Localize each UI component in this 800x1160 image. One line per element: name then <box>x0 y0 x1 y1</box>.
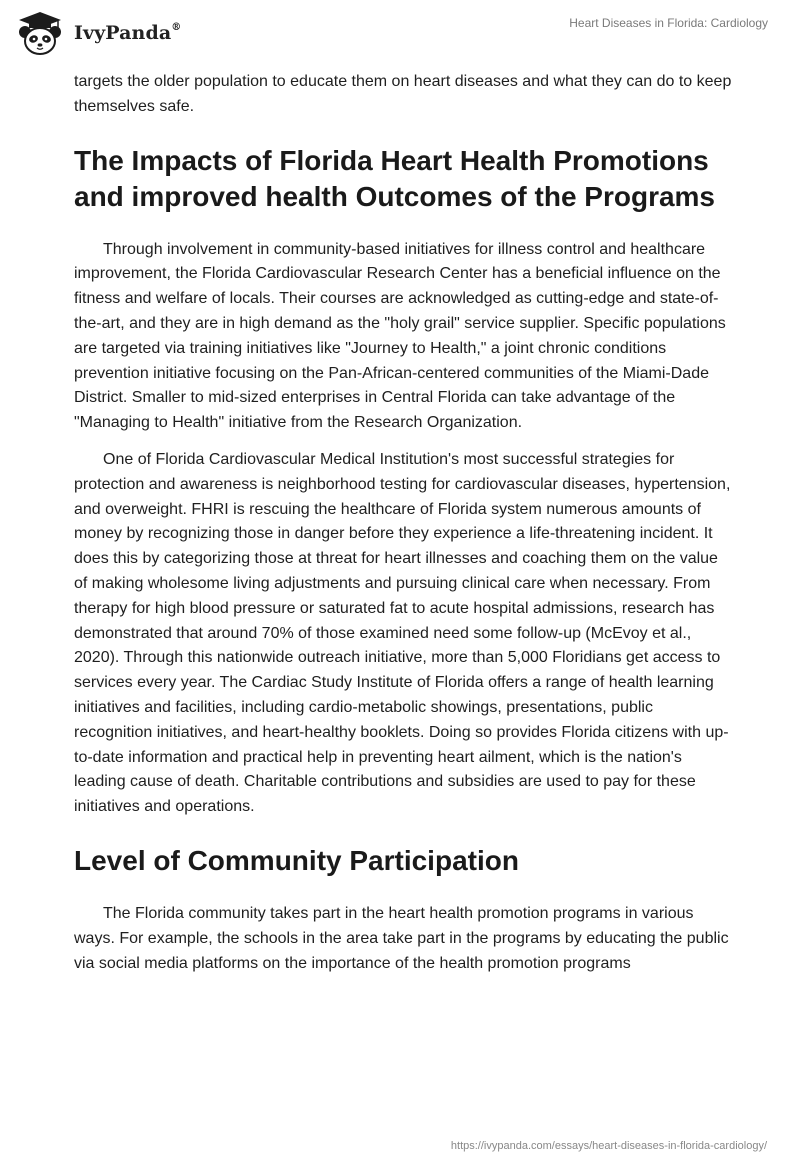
brand-logo[interactable] <box>14 10 181 56</box>
paragraph-community-participation: The Florida community takes part in the heart health promotion programs in various ways. For example, the schools in the area take part in the programs by educating the public via social media platforms on the importance of the health promotion programs <box>74 904 729 972</box>
brand-name: IvyPanda® <box>74 21 182 44</box>
section-heading-community-participation: Level of Community Participation <box>74 844 519 876</box>
article-body <box>74 70 734 988</box>
section-heading-impacts: The Impacts of Florida Heart Health Promotions and improved health Outcomes of the Programs <box>74 144 716 212</box>
paragraph-screening-strategies: One of Florida Cardiovascular Medical Institution's most successful strategies for protection and awareness is neighborhood testing for cardiovascular diseases, hypertension, and overweight. FHRI is rescuing the healthcare of Florida system numerous amounts of money by recognizing those in danger before they experience a life-threatening incident. It does this by categorizing those at threat for heart illnesses and coaching them on the value of making wholesome living adjustments and pursuing clinical care when necessary. From therapy for high blood pressure or saturated fat to acute hospital admissions, research has demonstrated that around 70% of those examined need some follow-up (McEvoy et al., 2020). Through this nationwide outreach initiative, more than 5,000 Floridians get access to services every year. The Cardiac Study Institute of Florida offers a range of health learning initiatives and facilities, including cardio-metabolic showings, presentations, public recognition initiatives, and heart-healthy booklets. Doing so provides Florida citizens with up-to-date information and practical help in preventing heart ailment, which is the nation's leading cause of death. Charitable contributions and subsidies are used to pay for these initiatives and operations. <box>74 450 731 816</box>
document-title: Heart Diseases in Florida: Cardiology <box>569 16 768 30</box>
page-header <box>0 0 800 64</box>
paragraph-research-center: Through involvement in community-based initiatives for illness control and healthcare improvement, the Florida Cardiovascular Research Center has a beneficial influence on the fitness and welfare of locals. Their courses are acknowledged as cutting-edge and state-of-the-art, and they are in high demand as the "holy grail" service supplier. Specific populations are targeted via training initiatives like "Journey to Health," a joint chronic conditions prevention initiative focusing on the Pan-African-centered communities of the Miami-Dade District. Smaller to mid-sized enterprises in Central Florida can take advantage of the "Managing to Health" initiative from the Research Organization. <box>74 240 726 432</box>
panda-graduate-icon <box>14 10 66 56</box>
source-url[interactable]: https://ivypanda.com/essays/heart-diseases-in-florida-cardiology/ <box>450 1140 767 1152</box>
intro-paragraph: targets the older population to educate them on heart diseases and what they can do to keep themselves safe. <box>74 73 732 115</box>
